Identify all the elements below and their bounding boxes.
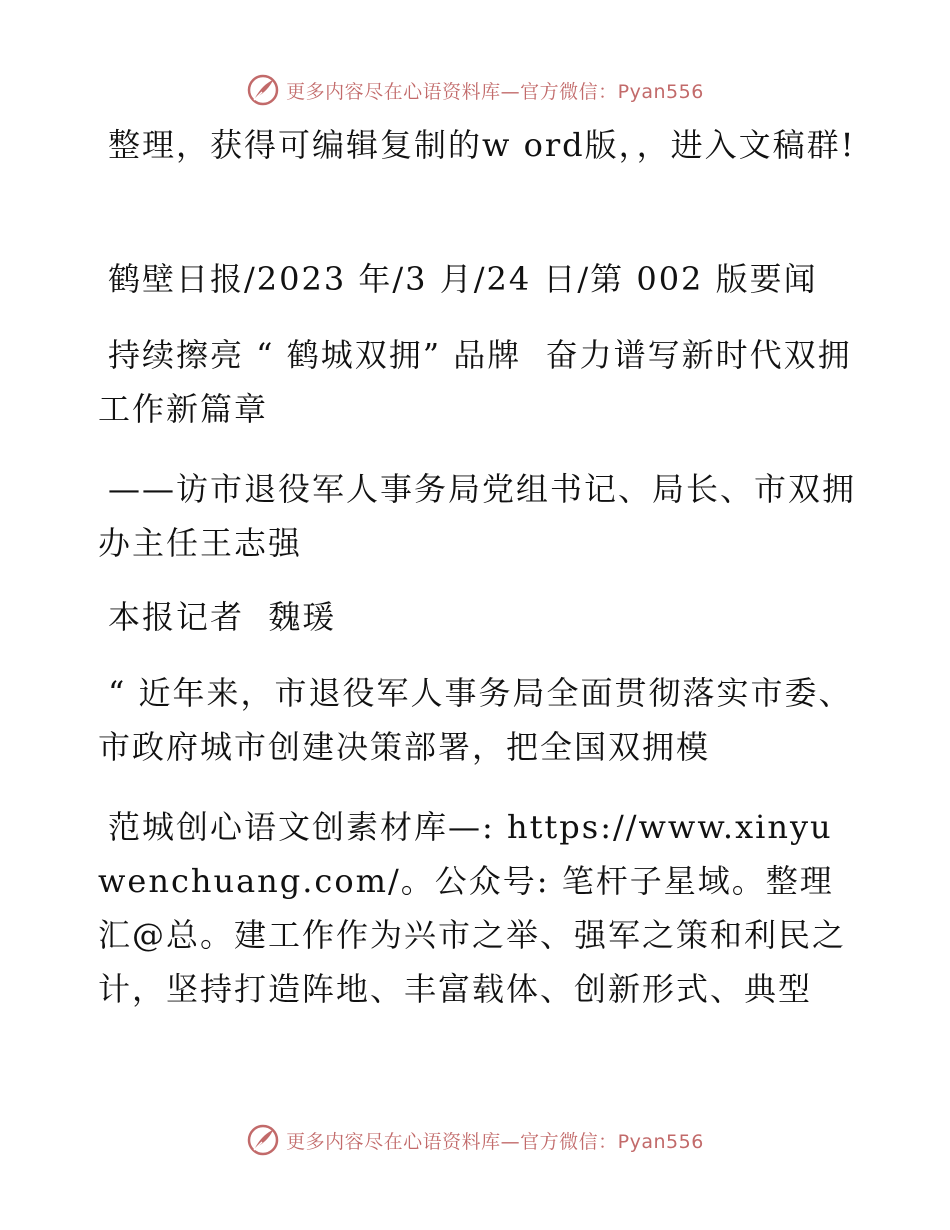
byline: 本报记者 魏瑗 <box>108 598 337 636</box>
body-paragraph-1: “ 近年来，市退役军人事务局全面贯彻落实市委、市政府城市创建决策部署，把全国双拥模 <box>98 674 853 766</box>
subheadline: ——访市退役军人事务局党组书记、局长、市双拥办主任王志强 <box>98 470 857 562</box>
footer-watermark-banner <box>0 1120 950 1160</box>
headline: 持续擦亮 “ 鹤城双拥” 品牌 奋力谱写新时代双拥工作新篇章 <box>98 336 852 428</box>
source-line: 鹤壁日报/2023 年/3 月/24 日/第 002 版要闻 <box>108 260 818 298</box>
feather-pen-logo-icon <box>246 1123 280 1157</box>
feather-pen-logo-icon <box>246 73 280 107</box>
footer-watermark-text: 更多内容尽在心语资料库—官方微信：Pyan556 <box>286 1130 704 1153</box>
intro-line: 整理，获得可编辑复制的w ord版，，进入文稿群! <box>108 126 856 164</box>
header-watermark-text: 更多内容尽在心语资料库—官方微信：Pyan556 <box>286 80 704 103</box>
body-paragraph-2: 范城创心语文创素材库—: https://www.xinyuwenchuang.com/。公众号: 笔杆子星域。整理汇@总。建工作作为兴市之举、强军之策和利民之计，坚持打造阵地、丰富载体、创新形式、典型 <box>98 808 847 1008</box>
header-watermark-banner <box>0 70 950 110</box>
